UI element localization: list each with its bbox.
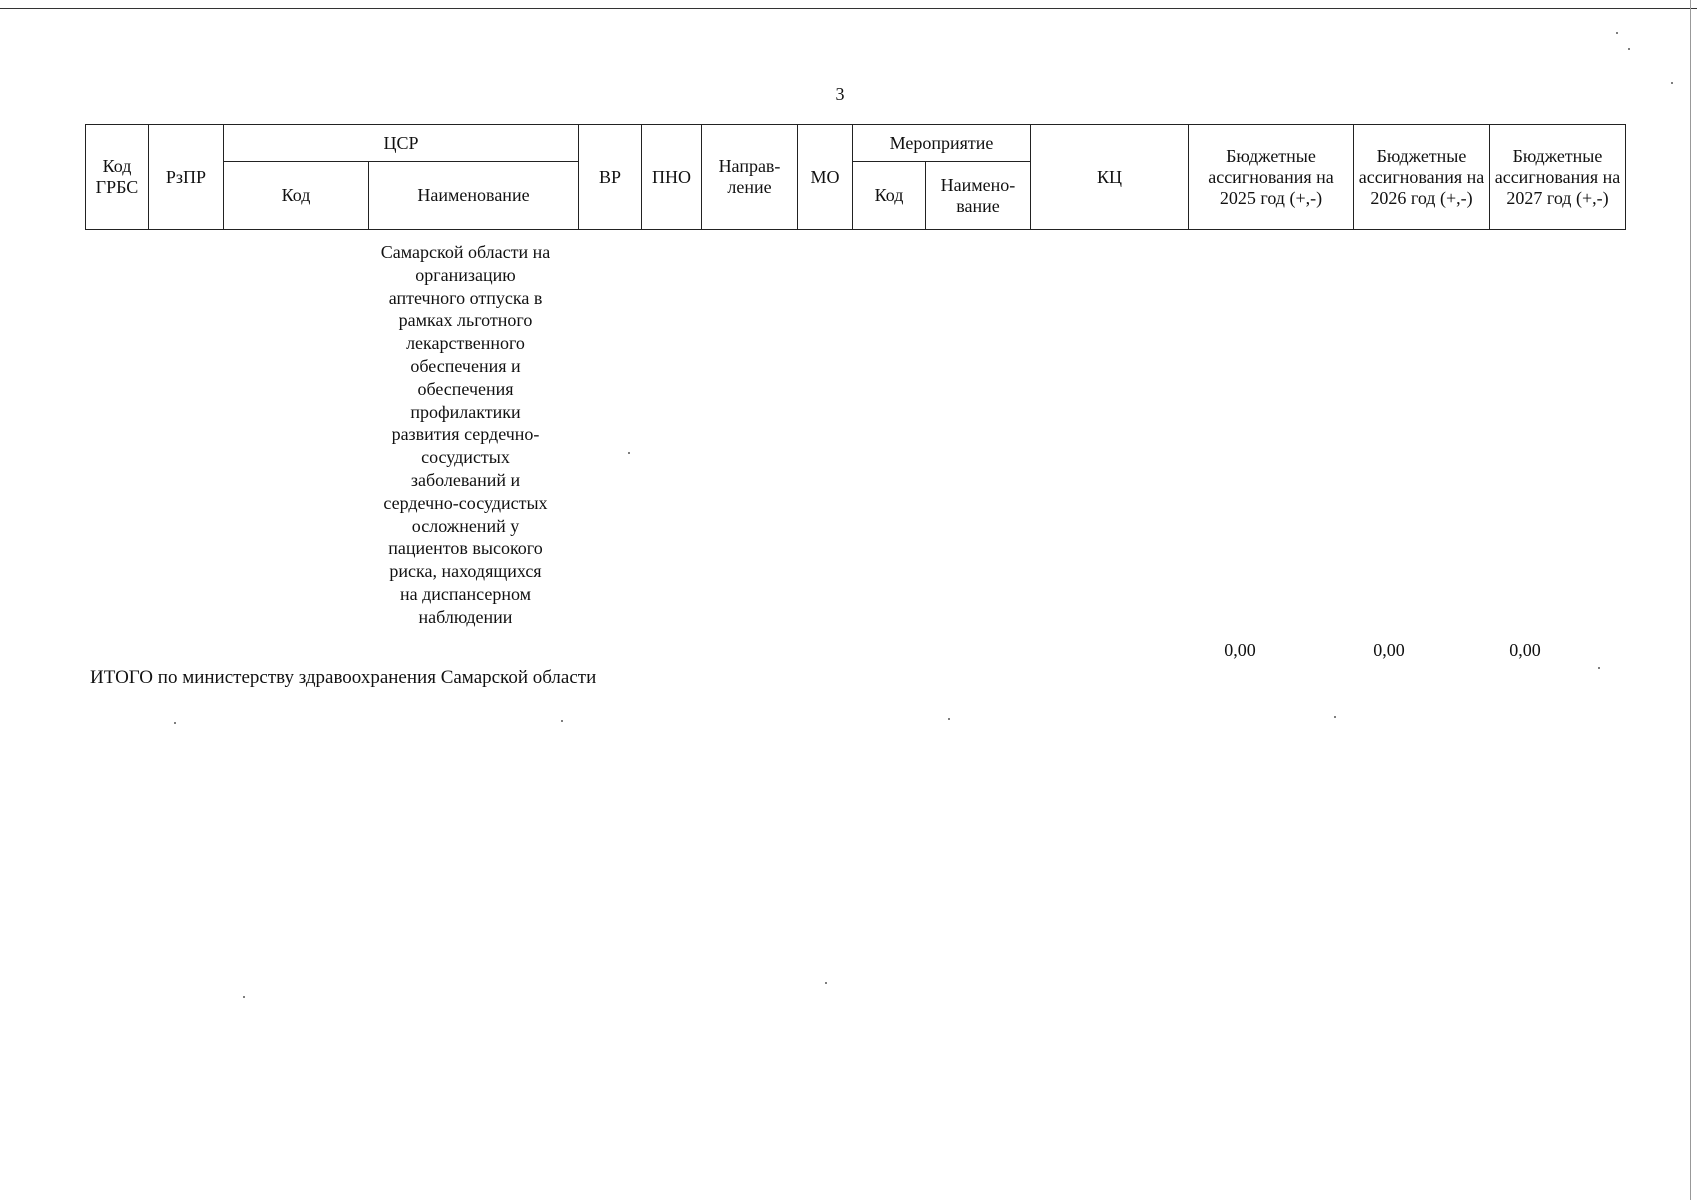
description-line: риска, находящихся xyxy=(389,561,542,582)
header-grbs-code: Код ГРБС xyxy=(86,125,149,230)
right-border-line xyxy=(1690,0,1691,1200)
description-line: наблюдении xyxy=(418,606,513,627)
header-event-name: Наимено-вание xyxy=(926,162,1031,230)
description-line: сосудистых xyxy=(421,447,510,468)
description-line: лекарственного xyxy=(406,333,525,354)
header-mo: МО xyxy=(798,125,853,230)
description-line: профилактики xyxy=(410,401,521,422)
amount-2025: 0,00 xyxy=(1224,640,1256,660)
description-line: обеспечения xyxy=(417,378,514,399)
header-csr-name: Наименование xyxy=(369,162,579,230)
description-line: на диспансерном xyxy=(399,583,532,604)
top-border-line xyxy=(0,8,1697,9)
header-csr: ЦСР xyxy=(224,125,579,162)
description-line: заболеваний и xyxy=(410,469,521,490)
total-label: ИТОГО по министерству здравоохранения Самарской области xyxy=(90,667,597,688)
header-budget-2027: Бюджетные ассигнования на 2027 год (+,-) xyxy=(1490,125,1626,230)
header-event-code: Код xyxy=(853,162,926,230)
header-pno: ПНО xyxy=(642,125,702,230)
scan-speck xyxy=(561,720,563,722)
header-event: Мероприятие xyxy=(853,125,1031,162)
description-line: развития сердечно- xyxy=(391,424,540,445)
header-budget-2026: Бюджетные ассигнования на 2026 год (+,-) xyxy=(1354,125,1490,230)
amount-2026: 0,00 xyxy=(1373,640,1405,660)
description-line: пациентов высокого xyxy=(388,538,543,559)
scan-speck xyxy=(628,452,630,454)
description-line: осложнений у xyxy=(411,515,520,536)
scan-speck xyxy=(1671,82,1673,84)
scan-speck xyxy=(243,996,245,998)
scan-speck xyxy=(948,718,950,720)
header-direction: Направ-ление xyxy=(702,125,798,230)
scan-speck xyxy=(1616,32,1618,34)
header-vr: ВР xyxy=(579,125,642,230)
description-line: сердечно-сосудистых xyxy=(383,492,548,513)
scan-speck xyxy=(1628,48,1630,50)
description-line: Самарской области на xyxy=(380,242,551,262)
row-description xyxy=(363,241,568,629)
scan-speck xyxy=(174,722,176,724)
header-csr-code: Код xyxy=(224,162,369,230)
budget-table-header xyxy=(85,124,1626,230)
amount-2027: 0,00 xyxy=(1509,640,1541,660)
description-line: обеспечения и xyxy=(410,355,521,376)
header-kc: КЦ xyxy=(1031,125,1189,230)
description-line: рамках льготного xyxy=(398,310,533,331)
header-budget-2025: Бюджетные ассигнования на 2025 год (+,-) xyxy=(1189,125,1354,230)
header-rzpr: РзПР xyxy=(149,125,224,230)
page-number: 3 xyxy=(835,84,845,104)
description-line: аптечного отпуска в xyxy=(388,287,543,308)
description-line: организацию xyxy=(415,264,516,285)
scan-speck xyxy=(825,982,827,984)
scan-speck xyxy=(1334,716,1336,718)
scan-speck xyxy=(1598,667,1600,669)
